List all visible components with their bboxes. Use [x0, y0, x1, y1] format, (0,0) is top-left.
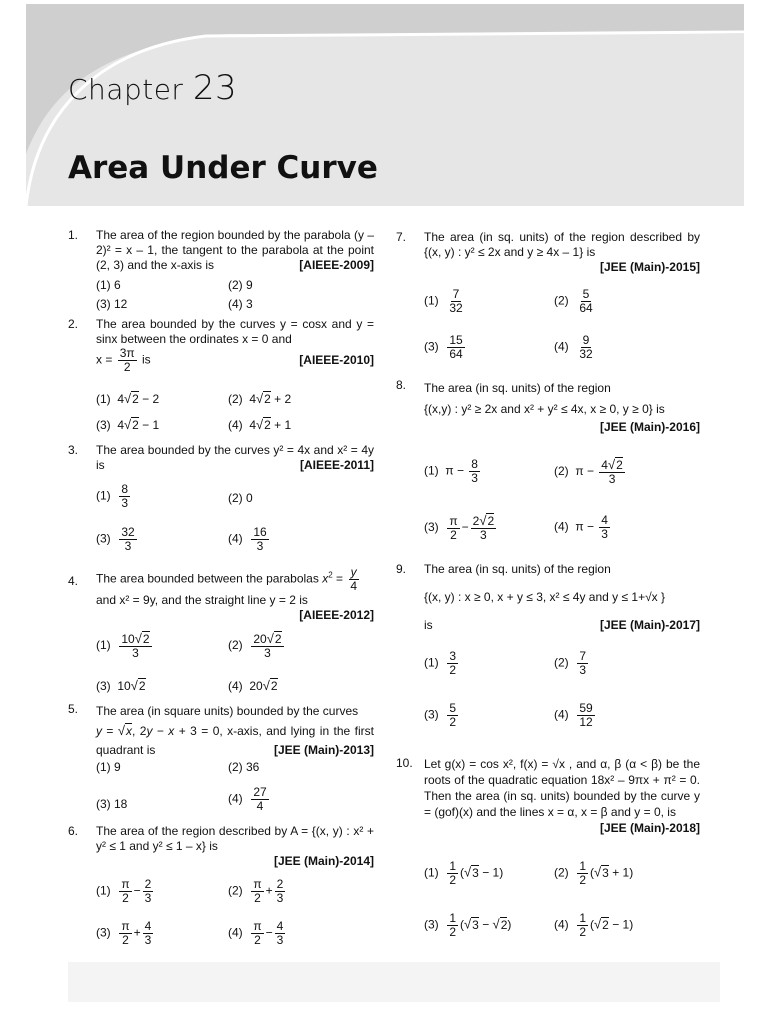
question-text: The area (in square units) bounded by the curves y = √x, 2y − x + 3 = 0, x-axis, and lying in the first quadrant is [JEE (Main)-2013]	[96, 702, 374, 760]
option-3: (3) 4√2 − 1	[96, 417, 160, 432]
option-1: (1) $\frac{\pi}{2}$ − $\frac{2}{3}$	[96, 877, 152, 905]
question-number: 6.	[68, 824, 79, 838]
option-3: (3) $\frac{\pi}{2}$ − $\frac{2√2}{3}$	[424, 513, 495, 542]
question-number: 1.	[68, 228, 79, 242]
option-1: (1) $\frac{10√2}{3}$	[96, 631, 150, 660]
option-2: (2) $\frac{\pi}{2}$ + $\frac{2}{3}$	[228, 877, 284, 905]
is-word: is	[424, 618, 433, 632]
option-4: (4) $\frac{16}{3}$	[228, 525, 267, 553]
question-number: 5.	[68, 702, 79, 716]
question-9-set: {(x, y) : x ≥ 0, x + y ≤ 3, x² ≤ 4y and y ≤ 1+√x }	[424, 590, 666, 604]
question-text	[96, 443, 374, 473]
question-text: The area bounded between the parabolas $x^2$ = $\frac{y}{4}$ and x² = 9y, and the straight line y = 2 is [AIEEE-2012]	[96, 565, 374, 622]
option-4: (4) $\frac{1}{2}$ (√2 − 1)	[554, 911, 634, 939]
question-7-text: The area (in sq. units) of the region described by {(x, y) : y² ≤ 2x and y ≥ 4x – 1} is	[424, 230, 700, 259]
question-text	[424, 378, 700, 434]
chapter-number: 23	[192, 68, 238, 108]
question-3-text: The area bounded by the curves y² = 4x and x² = 4y is	[96, 443, 374, 472]
option-2: (2) 0	[228, 491, 253, 505]
exam-tag: [JEE (Main)-2016]	[599, 420, 700, 434]
question-1-text: The area of the region bounded by the parabola (y – 2)² = x – 1, the tangent to the parabola at the point (2, 3) and the x-axis is	[96, 228, 374, 272]
option-1: (1) π − $\frac{8}{3}$	[424, 457, 478, 485]
chapter-label	[68, 68, 237, 108]
option-2: (2) $\frac{5}{64}$	[554, 287, 593, 315]
option-1: (1) 9	[96, 760, 121, 774]
question-number: 2.	[68, 317, 79, 331]
exam-tag: [AIEEE-2010]	[299, 353, 374, 367]
question-number: 3.	[68, 443, 79, 457]
option-1: (1) $\frac{7}{32}$	[424, 287, 463, 315]
question-number: 4.	[68, 574, 79, 588]
exam-tag: [JEE (Main)-2015]	[599, 260, 700, 274]
fraction-3pi-over-2: $\frac{3\pi}{2}$	[119, 346, 135, 374]
x-equals: x =	[96, 352, 113, 367]
exam-tag: [JEE (Main)-2017]	[599, 618, 700, 632]
question-4-text-1: The area bounded between the parabolas	[96, 571, 319, 586]
option-3: (3) 18	[96, 797, 128, 811]
exam-tag: [JEE (Main)-2018]	[599, 821, 700, 835]
question-8-set: {(x,y) : y² ≥ 2x and x² + y² ≤ 4x, x ≥ 0, y ≥ 0} is	[424, 402, 665, 416]
option-2: (2) $\frac{7}{3}$	[554, 649, 587, 677]
exam-tag: [JEE (Main)-2014]	[273, 854, 374, 868]
option-2: (2) 9	[228, 278, 253, 292]
exam-tag: [JEE (Main)-2013]	[273, 743, 374, 757]
option-3: (3) 12	[96, 297, 128, 311]
question-text	[96, 824, 374, 869]
question-10-text: Let g(x) = cos x², f(x) = √x , and α, β (α < β) be the roots of the quadratic equation 18x² – 9πx + π² = 0. Then the area (in sq. units) bounded by the curve y = (gof)(x) and the lines x = α, x = β and y = 0, is	[424, 757, 700, 819]
question-text	[424, 756, 700, 836]
question-4-text-2: and x² = 9y, and the straight line y = 2 is	[96, 593, 308, 607]
option-4: (4) $\frac{\pi}{2}$ − $\frac{4}{3}$	[228, 919, 284, 947]
option-4: (4) $\frac{59}{12}$	[554, 701, 593, 729]
option-4: (4) π − $\frac{4}{3}$	[554, 513, 608, 541]
option-2: (2) 4√2 + 2	[228, 391, 292, 406]
option-4: (4) 3	[228, 297, 253, 311]
question-2-ordinate	[96, 347, 374, 374]
chapter-word: Chapter	[68, 73, 184, 106]
chapter-title: Area Under Curve	[68, 150, 378, 186]
question-text: The area bounded by the curves y = cosx and y = sinx between the ordinates x = 0 and	[96, 317, 374, 346]
question-9-text: The area (in sq. units) of the region	[424, 562, 611, 576]
option-2: (2) 36	[228, 760, 260, 774]
question-number: 7.	[396, 230, 407, 244]
option-3: (3) 10√2	[96, 678, 146, 693]
question-number: 8.	[396, 378, 407, 392]
option-2: (2) π − $\frac{4√2}{3}$	[554, 457, 623, 486]
option-4: (4) 4√2 + 1	[228, 417, 292, 432]
option-3: (3) $\frac{\pi}{2}$ + $\frac{4}{3}$	[96, 919, 152, 947]
is-word: is	[141, 352, 151, 367]
page-footer-band	[68, 962, 720, 1002]
question-6-text: The area of the region described by A = {(x, y) : x² + y² ≤ 1 and y² ≤ 1 – x} is	[96, 824, 374, 853]
option-2: (2) $\frac{20√2}{3}$	[228, 631, 282, 660]
question-text	[424, 230, 700, 275]
option-4: (4) 20√2	[228, 678, 278, 693]
option-4: (4) $\frac{27}{4}$	[228, 785, 267, 813]
question-5-text-2: , x-axis, and lying in the first quadrant is	[96, 724, 374, 757]
question-number: 10.	[396, 756, 413, 770]
exam-tag: [AIEEE-2009]	[299, 258, 374, 272]
option-1: (1) $\frac{8}{3}$	[96, 482, 129, 510]
question-text	[424, 555, 700, 639]
option-2: (2) $\frac{1}{2}$ (√3 + 1)	[554, 859, 634, 887]
question-text	[96, 228, 374, 273]
option-1: (1) 4√2 − 2	[96, 391, 160, 406]
question-5-text-1: The area (in square units) bounded by the curves	[96, 704, 359, 718]
option-4: (4) $\frac{9}{32}$	[554, 333, 593, 361]
option-3: (3) $\frac{32}{3}$	[96, 525, 135, 553]
option-3: (3) $\frac{1}{2}$ (√3 − √2)	[424, 911, 512, 939]
option-1: (1) $\frac{1}{2}$ (√3 − 1)	[424, 859, 504, 887]
exam-tag: [AIEEE-2011]	[299, 458, 374, 472]
question-number: 9.	[396, 562, 407, 576]
option-3: (3) $\frac{5}{2}$	[424, 701, 457, 729]
option-3: (3) $\frac{15}{64}$	[424, 333, 463, 361]
option-1: (1) 6	[96, 278, 121, 292]
question-8-text: The area (in sq. units) of the region	[424, 381, 611, 395]
option-1: (1) $\frac{3}{2}$	[424, 649, 457, 677]
exam-tag: [AIEEE-2012]	[299, 608, 374, 622]
